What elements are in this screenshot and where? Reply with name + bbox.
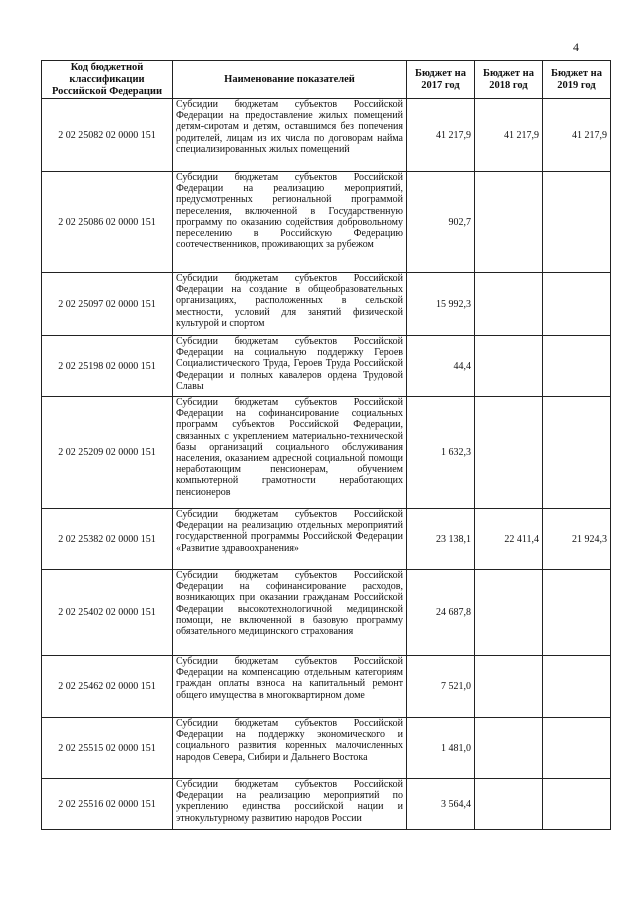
row-budget-2017: 15 992,3: [407, 273, 475, 336]
table-row: [42, 397, 611, 509]
row-name: Субсидии бюджетам субъектов Российской Федерации на предоставление жилых помещений детям-сиротам и детям, оставшимся без попечения родителей, лицам из их числа по договорам найма специализированных жилых помещений: [173, 99, 407, 172]
row-budget-2019: [543, 273, 611, 336]
row-budget-2017: 41 217,9: [407, 99, 475, 172]
row-budget-2018: [475, 336, 543, 397]
row-budget-2018: [475, 718, 543, 779]
header-budget-2019: Бюджет на 2019 год: [543, 61, 611, 99]
row-budget-2018: [475, 779, 543, 830]
row-name: Субсидии бюджетам субъектов Российской Федерации на реализацию мероприятий, предусмотренных региональной программой переселения, включенной в Государственную программу по оказанию содействия добровольному переселению в Российскую Федерацию соотечественников, проживающих за рубежом: [173, 172, 407, 273]
row-code: 2 02 25402 02 0000 151: [42, 570, 173, 656]
row-budget-2017: 24 687,8: [407, 570, 475, 656]
page-number: 4: [573, 40, 579, 54]
table-row: [42, 273, 611, 336]
row-name: Субсидии бюджетам субъектов Российской Федерации на софинансирование расходов, возникающих при оказании гражданам Российской Федерации высокотехнологичной медицинской помощи, не включенной в базовую программу обязательного медицинского страхования: [173, 570, 407, 656]
row-name: Субсидии бюджетам субъектов Российской Федерации на социальную поддержку Героев Социалистического Труда, Героев Труда Российской Федерации и полных кавалеров ордена Трудовой Славы: [173, 336, 407, 397]
row-budget-2017: 1 481,0: [407, 718, 475, 779]
row-budget-2017: 902,7: [407, 172, 475, 273]
row-name: Субсидии бюджетам субъектов Российской Федерации на софинансирование социальных программ субъектов Российской Федерации, связанных с укреплением материально-технической базы организаций социального обслуживания населения, оказанием адресной социальной помощи неработающим пенсионерам, обучением компьютерной грамотности неработающих пенсионеров: [173, 397, 407, 509]
table-row: [42, 779, 611, 830]
header-code: Код бюджетной классификации Российской Федерации: [42, 61, 173, 99]
table-header-row: [42, 61, 611, 99]
row-budget-2018: [475, 656, 543, 718]
table-row: [42, 336, 611, 397]
row-budget-2018: [475, 570, 543, 656]
row-code: 2 02 25462 02 0000 151: [42, 656, 173, 718]
row-code: 2 02 25516 02 0000 151: [42, 779, 173, 830]
row-budget-2017: 23 138,1: [407, 509, 475, 570]
row-budget-2019: [543, 336, 611, 397]
row-budget-2019: [543, 570, 611, 656]
table-row: [42, 570, 611, 656]
budget-table: [41, 60, 611, 830]
table-row: [42, 509, 611, 570]
row-name: Субсидии бюджетам субъектов Российской Федерации на реализацию отдельных мероприятий государственной программы Российской Федерации «Развитие здравоохранения»: [173, 509, 407, 570]
row-budget-2019: [543, 779, 611, 830]
row-budget-2018: [475, 397, 543, 509]
row-code: 2 02 25097 02 0000 151: [42, 273, 173, 336]
row-name: Субсидии бюджетам субъектов Российской Федерации на поддержку экономического и социального развития коренных малочисленных народов Севера, Сибири и Дальнего Востока: [173, 718, 407, 779]
row-budget-2019: [543, 656, 611, 718]
row-budget-2019: 41 217,9: [543, 99, 611, 172]
row-name: Субсидии бюджетам субъектов Российской Федерации на реализацию мероприятий по укреплению единства российской нации и этнокультурному развитию народов России: [173, 779, 407, 830]
header-budget-2017: Бюджет на 2017 год: [407, 61, 475, 99]
row-budget-2019: [543, 172, 611, 273]
row-budget-2017: 1 632,3: [407, 397, 475, 509]
row-budget-2018: [475, 273, 543, 336]
row-code: 2 02 25086 02 0000 151: [42, 172, 173, 273]
table-row: [42, 656, 611, 718]
table-row: [42, 99, 611, 172]
row-budget-2017: 3 564,4: [407, 779, 475, 830]
row-budget-2018: 41 217,9: [475, 99, 543, 172]
header-name: Наименование показателей: [173, 61, 407, 99]
row-code: 2 02 25382 02 0000 151: [42, 509, 173, 570]
row-name: Субсидии бюджетам субъектов Российской Федерации на компенсацию отдельным категориям граждан оплаты взноса на капитальный ремонт общего имущества в многоквартирном доме: [173, 656, 407, 718]
row-code: 2 02 25198 02 0000 151: [42, 336, 173, 397]
row-budget-2017: 7 521,0: [407, 656, 475, 718]
row-budget-2019: 21 924,3: [543, 509, 611, 570]
row-budget-2019: [543, 397, 611, 509]
row-code: 2 02 25515 02 0000 151: [42, 718, 173, 779]
row-code: 2 02 25209 02 0000 151: [42, 397, 173, 509]
row-budget-2017: 44,4: [407, 336, 475, 397]
row-name: Субсидии бюджетам субъектов Российской Федерации на создание в общеобразовательных организациях, расположенных в сельской местности, условий для занятий физической культурой и спортом: [173, 273, 407, 336]
table-row: [42, 172, 611, 273]
row-budget-2019: [543, 718, 611, 779]
row-code: 2 02 25082 02 0000 151: [42, 99, 173, 172]
header-budget-2018: Бюджет на 2018 год: [475, 61, 543, 99]
row-budget-2018: 22 411,4: [475, 509, 543, 570]
row-budget-2018: [475, 172, 543, 273]
table-row: [42, 718, 611, 779]
